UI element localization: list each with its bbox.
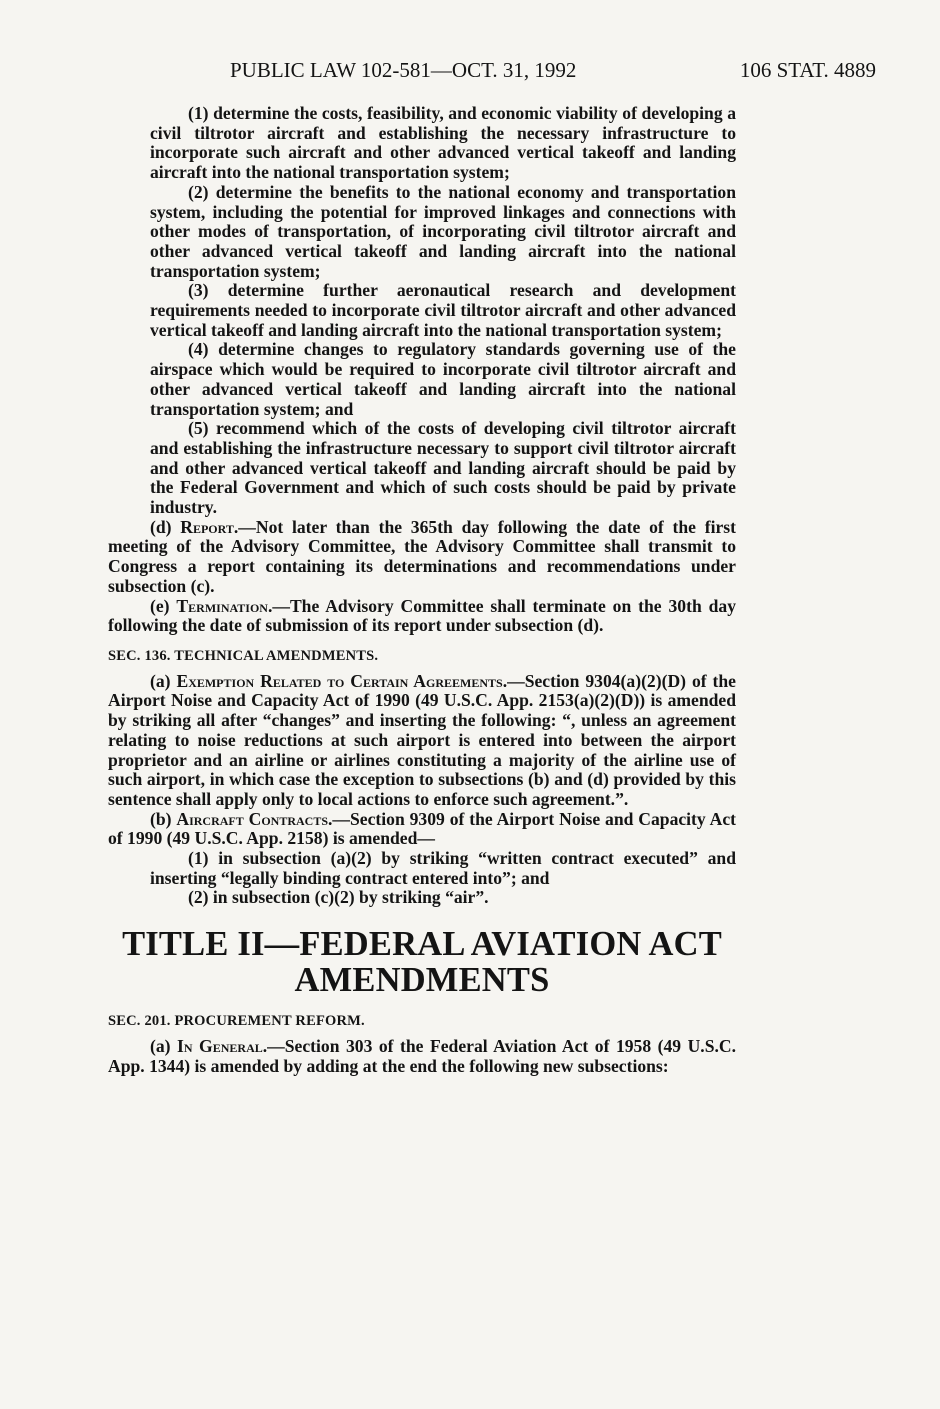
subsection-201-a-label: (a): [150, 1035, 178, 1056]
paragraph-136-b1: (1) in subsection (a)(2) by striking “written contract executed” and inserting “legally binding contract entered into”; and: [150, 848, 736, 888]
section-201-heading: SEC. 201. PROCUREMENT REFORM.: [108, 1013, 365, 1030]
subsection-e-label: (e): [150, 595, 177, 616]
subsection-201-a-heading: In General: [177, 1035, 263, 1056]
subsection-201-a: [108, 1037, 736, 1076]
subsection-136-b-heading: Aircraft Contracts: [176, 808, 329, 829]
stat-page-number: 106 STAT. 4889: [739, 58, 876, 82]
paragraph-c2: (2) determine the benefits to the national economy and transportation system, including the potential for improved linkages and connections with other modes of transportation, of incorporating civil tiltrotor aircraft and other advanced vertical takeoff and landing aircraft into the national transportation system;: [150, 181, 736, 281]
subsection-e-heading: Termination: [176, 595, 268, 616]
title-heading: [108, 926, 736, 998]
title-heading-line2: AMENDMENTS: [294, 961, 550, 1000]
paragraph-136-b2: (2) in subsection (c)(2) by striking “air”.: [188, 887, 489, 908]
section-136-heading: SEC. 136. TECHNICAL AMENDMENTS.: [108, 647, 379, 664]
paragraph-c5: (5) recommend which of the costs of developing civil tiltrotor aircraft and establishing the infrastructure necessary to support civil tiltrotor aircraft and other advanced vertical takeoff and landing aircraft should be paid by the Federal Government and which of such costs should be paid by private industry.: [150, 418, 736, 518]
paragraph-c3: (3) determine further aeronautical research and development requirements needed to incorporate civil tiltrotor aircraft and other advanced vertical takeoff and landing aircraft into the national transportation system;: [150, 280, 736, 340]
subsection-201-a-text: .—Section 303 of the Federal Aviation Act of 1958 (49 U.S.C. App. 1344) is amended by adding at the end the following new subsections:: [108, 1035, 736, 1076]
document-body: [108, 104, 736, 1076]
subsection-d-label: (d): [150, 516, 181, 537]
subsection-e-termination: [108, 597, 736, 636]
subsection-d-text: .—Not later than the 365th day following the date of the first meeting of the Advisory Committee, the Advisory Committee shall transmit to Congress a report containing its determinations and recommendations under subsection (c).: [108, 516, 736, 596]
subsection-136-a: [108, 672, 736, 810]
subsection-136-a-text: .—Section 9304(a)(2)(D) of the Airport Noise and Capacity Act of 1990 (49 U.S.C. App. 2153(a)(2)(D)) is amended by striking all after “changes” and inserting the following: “, unless an agreement relating to noise reductions at such airport is entered into between the airport proprietor and an airline or airlines constituting a majority of the airline use of such airport, in which case the exception to subsections (b) and (d) provided by this sentence shall apply only to local actions to enforce such agreement.”.: [108, 670, 736, 809]
paragraph-c1: (1) determine the costs, feasibility, and economic viability of developing a civil tiltrotor aircraft and establishing the necessary infrastructure to incorporate such aircraft and other advanced vertical takeoff and landing aircraft into the national transportation system;: [150, 103, 736, 183]
title-heading-line1: TITLE II—FEDERAL AVIATION ACT: [122, 925, 722, 964]
paragraph-c4: (4) determine changes to regulatory standards governing use of the airspace which would be required to incorporate civil tiltrotor aircraft and other advanced vertical takeoff and landing aircraft into the national transportation system; and: [150, 339, 736, 419]
law-title: PUBLIC LAW 102-581—OCT. 31, 1992: [230, 58, 577, 82]
subsection-136-a-label: (a): [150, 670, 177, 691]
subsection-136-b-text: .—Section 9309 of the Airport Noise and Capacity Act of 1990 (49 U.S.C. App. 2158) is amended—: [108, 808, 736, 849]
subsection-136-b: [108, 810, 736, 849]
page-header: [0, 58, 940, 88]
subsection-d-heading: Report: [180, 516, 234, 537]
subsection-136-a-heading: Exemption Related to Certain Agreements: [176, 670, 503, 691]
subsection-e-text: .—The Advisory Committee shall terminate on the 30th day following the date of submission of its report under subsection (d).: [108, 595, 736, 636]
subsection-d-report: [108, 518, 736, 597]
subsection-136-b-label: (b): [150, 808, 177, 829]
